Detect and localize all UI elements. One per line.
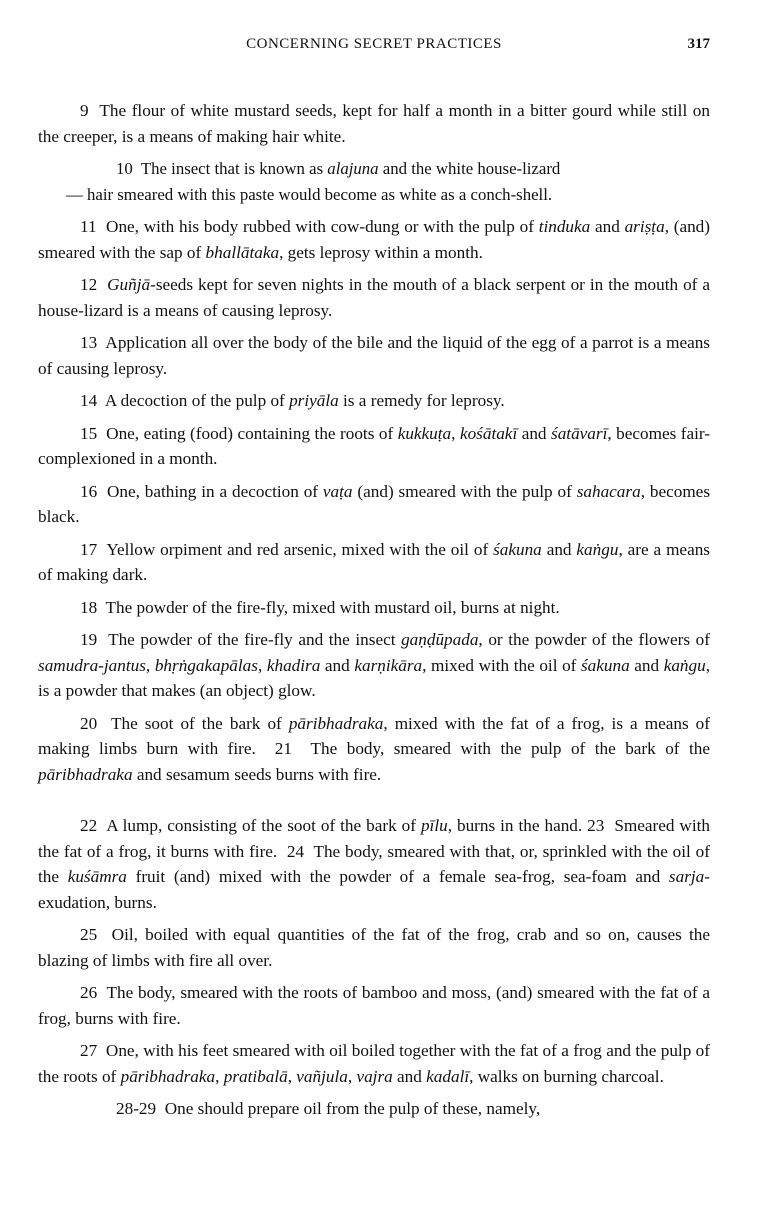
verse-17: 17 Yellow orpiment and red arsenic, mixed with the oil of śakuna and kaṅgu, are a means of making dark.	[38, 539, 710, 584]
verse-14: 14 A decoction of the pulp of priyāla is a remedy for leprosy.	[80, 391, 505, 410]
verse-10-line-1: 10 The insect that is known as alajuna and the white house-lizard	[116, 159, 561, 178]
page-body	[38, 98, 710, 1122]
verse-27: 27 One, with his feet smeared with oil boiled together with the fat of a frog and the pulp of the roots of pāribhadraka, pratibalā, vañjula, vajra and kadalī, walks on burning charcoal.	[38, 1041, 710, 1086]
verse-25: 25 Oil, boiled with equal quantities of the fat of the frog, crab and so on, causes the blazing of limbs with fire all over.	[38, 925, 710, 970]
verse-16: 16 One, bathing in a decoction of vaṭa (and) smeared with the pulp of sahacara, becomes black.	[38, 481, 711, 526]
verse-11: 11 One, with his body rubbed with cow-dung or with the pulp of tinduka and ariṣṭa, (and) smeared with the sap of bhallātaka, gets leprosy within a month.	[38, 217, 710, 262]
verse-12: 12 Guñjā-seeds kept for seven nights in the mouth of a black serpent or in the mouth of a house-lizard is a means of causing leprosy.	[38, 275, 711, 320]
verse-10-line-2: — hair smeared with this paste would become as white as a conch-shell.	[66, 184, 553, 204]
verse-18: 18 The powder of the fire-fly, mixed with mustard oil, burns at night.	[80, 597, 560, 617]
verse-15: 15 One, eating (food) containing the roots of kukkuṭa, kośātakī and śatāvarī, becomes fair-complexioned in a month.	[38, 423, 710, 468]
verse-9: 9 The flour of white mustard seeds, kept for half a month in a bitter gourd while still on the creeper, is a means of making hair white.	[38, 101, 710, 146]
verse-13: 13 Application all over the body of the bile and the liquid of the egg of a parrot is a means of causing leprosy.	[38, 333, 710, 378]
verse-20-21: 20 The soot of the bark of pāribhadraka, mixed with the fat of a frog, is a means of making limbs burn with fire. 21 The body, smeared with the pulp of the bark of the pāribhadraka and sesamum seeds burns with fire.	[38, 713, 711, 784]
page-number: 317	[687, 36, 710, 52]
verse-28-29: 28-29 One should prepare oil from the pulp of these, namely,	[116, 1099, 541, 1118]
running-title: CONCERNING SECRET PRACTICES	[246, 36, 502, 52]
verse-22-24: 22 A lump, consisting of the soot of the bark of pīlu, burns in the hand. 23 Smeared with the fat of a frog, it burns with fire. 24 The body, smeared with that, or, sprinkled with the oil of the kuśāmra fruit (and) mixed with the powder of a female sea-frog, sea-foam and sarja-exudation, burns.	[38, 816, 710, 912]
page-header	[38, 36, 710, 60]
verse-19: 19 The powder of the fire-fly and the insect gaṇḍūpada, or the powder of the flowers of samudra-jantus, bhṛṅgakapālas, khadira and karṇikāra, mixed with the oil of śakuna and kaṅgu, is a powder that makes (an object) glow.	[38, 630, 711, 700]
verse-26: 26 The body, smeared with the roots of bamboo and moss, (and) smeared with the fat of a frog, burns with fire.	[38, 983, 710, 1028]
